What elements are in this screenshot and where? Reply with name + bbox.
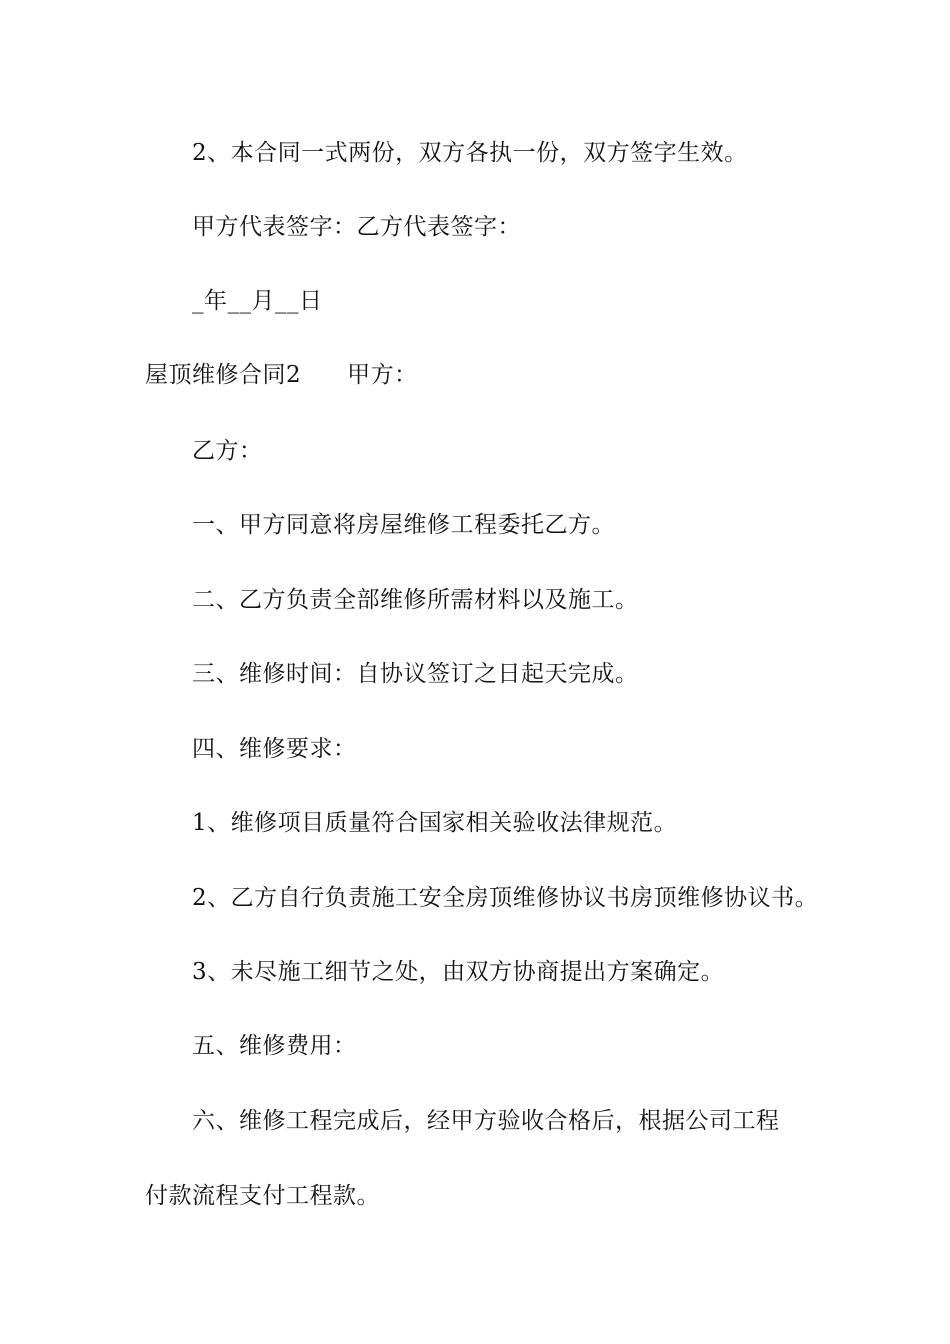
clause-one: 一、甲方同意将房屋维修工程委托乙方。: [192, 512, 615, 538]
clause-four-item-2: 2、乙方自行负责施工安全房顶维修协议书房顶维修协议书。: [192, 885, 819, 911]
signature-line: 甲方代表签字：乙方代表签字：: [192, 214, 521, 240]
party-a-label: 甲方：: [347, 362, 418, 388]
clause-two: 二、乙方负责全部维修所需材料以及施工。: [192, 587, 639, 613]
clause-six: 六、维修工程完成后，经甲方验收合格后，根据公司工程: [192, 1108, 780, 1134]
date-line: _年__月__日: [192, 288, 323, 314]
contract-heading-row: [145, 360, 418, 390]
clause-three: 三、维修时间：自协议签订之日起天完成。: [192, 661, 639, 687]
clause-four-item-3: 3、未尽施工细节之处，由双方协商提出方案确定。: [192, 959, 725, 985]
clause-copies: 2、本合同一式两份，双方各执一份，双方签字生效。: [192, 140, 748, 166]
clause-six-continued: 付款流程支付工程款。: [145, 1183, 380, 1209]
clause-four-item-1: 1、维修项目质量符合国家相关验收法律规范。: [192, 810, 678, 836]
party-b-label: 乙方：: [192, 438, 263, 464]
clause-four: 四、维修要求：: [192, 736, 357, 762]
contract-title: 屋顶维修合同2: [145, 362, 302, 388]
clause-five: 五、维修费用：: [192, 1033, 357, 1059]
